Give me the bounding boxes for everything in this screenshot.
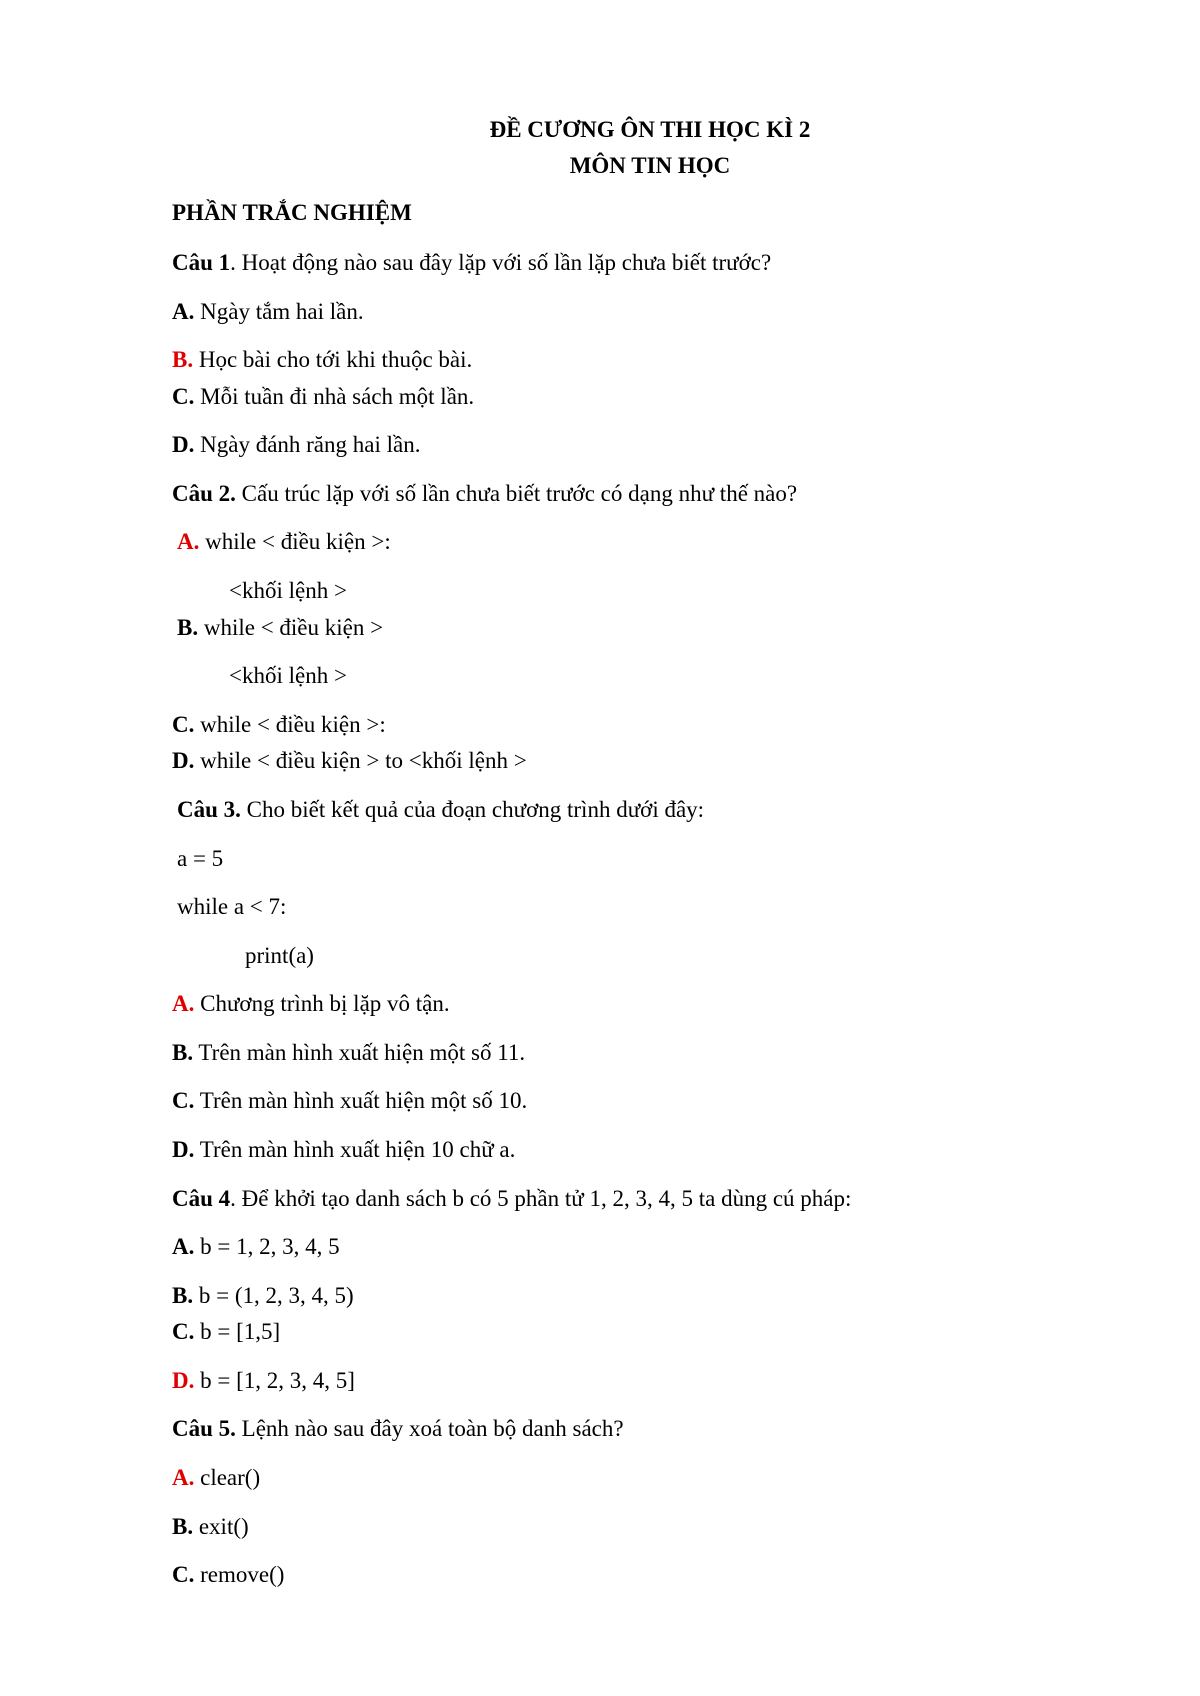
option-label: B. [172, 1040, 194, 1065]
option-label: C. [172, 1088, 195, 1113]
option-text: b = 1, 2, 3, 4, 5 [194, 1234, 340, 1259]
q3-option-d [172, 1136, 515, 1164]
question-5 [172, 1415, 624, 1443]
option-text: Trên màn hình xuất hiện một số 11. [193, 1040, 526, 1065]
option-text: exit() [193, 1514, 249, 1539]
option-label-correct: D. [172, 1368, 195, 1393]
section-heading: PHẦN TRẮC NGHIỆM [172, 200, 412, 225]
option-label: D. [172, 432, 195, 457]
question-text: . Hoạt động nào sau đây lặp với số lần lặp chưa biết trước? [230, 250, 772, 275]
q4-option-a [172, 1233, 340, 1261]
question-text: Cấu trúc lặp với số lần chưa biết trước có dạng như thế nào? [235, 481, 798, 506]
q2-option-b [177, 614, 383, 642]
q4-option-b [172, 1282, 354, 1310]
q1-option-d [172, 431, 420, 459]
question-label: Câu 2. [172, 481, 236, 506]
option-text: b = [1,5] [194, 1319, 281, 1344]
q1-option-c [172, 383, 474, 411]
option-text: b = (1, 2, 3, 4, 5) [193, 1283, 354, 1308]
q2-option-a [177, 528, 391, 556]
option-label: C. [172, 1319, 195, 1344]
option-text: while < điều kiện >: [199, 529, 391, 554]
q4-option-c [172, 1318, 280, 1346]
q3-option-a [172, 990, 450, 1018]
option-label: C. [172, 384, 195, 409]
option-label: C. [172, 1562, 195, 1587]
option-label: A. [172, 299, 195, 324]
q2-option-c [172, 711, 386, 739]
option-text: Trên màn hình xuất hiện một số 10. [194, 1088, 528, 1113]
option-label: B. [172, 1283, 194, 1308]
option-text: Trên màn hình xuất hiện 10 chữ a. [194, 1137, 516, 1162]
q1-option-b [172, 346, 472, 374]
option-text: remove() [194, 1562, 285, 1587]
question-label: Câu 3. [177, 797, 241, 822]
option-text: while < điều kiện >: [194, 712, 386, 737]
option-label: C. [172, 712, 195, 737]
option-text: while < điều kiện > to <khối lệnh > [194, 748, 527, 773]
option-label: B. [177, 615, 199, 640]
code-line-1: a = 5 [177, 846, 224, 871]
document-subtitle: MÔN TIN HỌC [569, 153, 731, 178]
q5-option-a [172, 1464, 260, 1492]
option-label-correct: A. [177, 529, 200, 554]
question-2 [172, 480, 797, 508]
q3-option-c [172, 1087, 527, 1115]
question-label: Câu 4 [172, 1186, 231, 1211]
q4-option-d [172, 1367, 355, 1395]
option-text: Mỗi tuần đi nhà sách một lần. [194, 384, 475, 409]
option-label: D. [172, 748, 195, 773]
option-label: D. [172, 1137, 195, 1162]
question-1 [172, 249, 771, 277]
option-text: while < điều kiện > [198, 615, 384, 640]
code-line-3: print(a) [245, 943, 314, 968]
option-text: Học bài cho tới khi thuộc bài. [193, 347, 473, 372]
option-text: b = [1, 2, 3, 4, 5] [194, 1368, 355, 1393]
q1-option-a [172, 298, 364, 326]
option-label: A. [172, 1234, 195, 1259]
q2-option-d [172, 747, 527, 775]
q3-option-b [172, 1039, 525, 1067]
option-text: Ngày tắm hai lần. [194, 299, 364, 324]
q5-option-c [172, 1561, 284, 1589]
option-label-correct: A. [172, 1465, 195, 1490]
document-title: ĐỀ CƯƠNG ÔN THI HỌC KÌ 2 [489, 117, 811, 142]
option-label-correct: A. [172, 991, 195, 1016]
q5-option-b [172, 1513, 249, 1541]
question-label: Câu 1 [172, 250, 231, 275]
question-4 [172, 1185, 851, 1213]
question-3 [177, 796, 704, 824]
q2-option-a-body: <khối lệnh > [229, 578, 347, 603]
question-text: Cho biết kết quả của đoạn chương trình dưới đây: [240, 797, 705, 822]
question-text: Lệnh nào sau đây xoá toàn bộ danh sách? [235, 1416, 624, 1441]
option-text: clear() [194, 1465, 261, 1490]
q2-option-b-body: <khối lệnh > [229, 663, 347, 688]
option-text: Chương trình bị lặp vô tận. [194, 991, 450, 1016]
option-label: B. [172, 1514, 194, 1539]
question-label: Câu 5. [172, 1416, 236, 1441]
option-text: Ngày đánh răng hai lần. [194, 432, 421, 457]
code-line-2: while a < 7: [177, 894, 287, 919]
option-label-correct: B. [172, 347, 194, 372]
question-text: . Để khởi tạo danh sách b có 5 phần tử 1, 2, 3, 4, 5 ta dùng cú pháp: [230, 1186, 852, 1211]
